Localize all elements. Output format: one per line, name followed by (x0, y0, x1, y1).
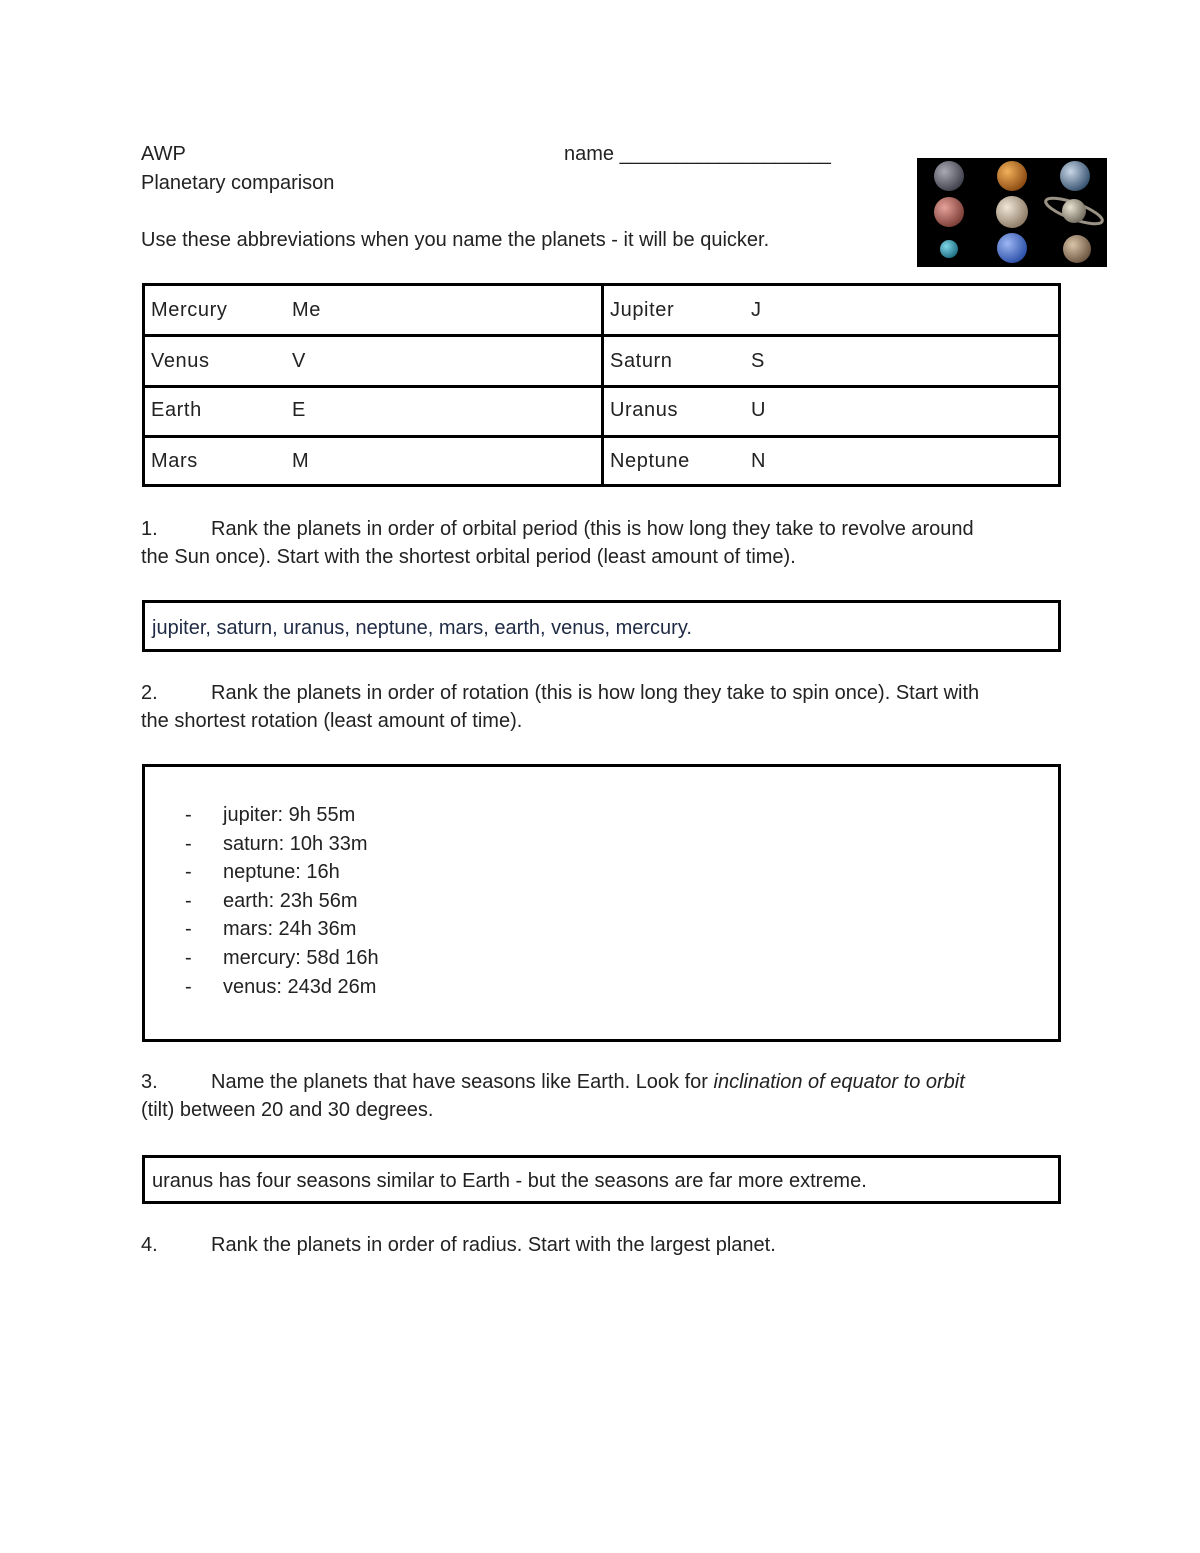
question-text: Rank the planets in order of orbital period (this is how long they take to revolve around (211, 518, 974, 540)
list-bullet: - (185, 804, 192, 826)
answer-box-3[interactable] (142, 1155, 1061, 1204)
question-number: 4. (141, 1234, 158, 1256)
planets-collage-graphic (917, 158, 1107, 267)
list-item-text: neptune: 16h (223, 861, 340, 884)
uranus-image (940, 240, 958, 258)
planet-name: Jupiter (610, 299, 675, 321)
question-text-italic: inclination of equator to orbit (713, 1071, 965, 1093)
planet-code: J (751, 299, 762, 321)
list-item-text: saturn: 10h 33m (223, 832, 368, 855)
question-text: Rank the planets in order of rotation (this is how long they take to spin once). Start with (211, 682, 980, 704)
planet-code: M (292, 450, 310, 472)
question-text-continued: (tilt) between 20 and 30 degrees. (141, 1099, 434, 1121)
list-item (185, 801, 379, 830)
venus-image (997, 161, 1027, 191)
planet-code: V (292, 350, 306, 372)
planet-name: Neptune (610, 450, 690, 472)
list-item (185, 973, 379, 1002)
list-item-text: earth: 23h 56m (223, 889, 358, 912)
planet-name: Uranus (610, 399, 679, 421)
instruction-text: Use these abbreviations when you name the planets - it will be quicker. (141, 229, 770, 251)
planet-code: U (751, 399, 767, 421)
list-item (185, 858, 379, 887)
list-item (185, 915, 379, 944)
list-bullet: - (185, 861, 192, 884)
table-cell-jupiter (604, 286, 1058, 334)
table-cell-uranus (604, 388, 1058, 435)
planet-name: Mercury (151, 299, 228, 321)
list-item-text: mars: 24h 36m (223, 918, 357, 941)
planet-name: Saturn (610, 350, 673, 372)
answer-box-1[interactable] (142, 600, 1061, 652)
answer-text: jupiter, saturn, uranus, neptune, mars, earth, venus, mercury. (152, 617, 692, 639)
planet-code: S (751, 350, 765, 372)
list-bullet: - (185, 946, 192, 969)
question-number: 2. (141, 682, 158, 704)
planet-name: Earth (151, 399, 202, 421)
name-field-label: name ___________________ (564, 143, 831, 165)
list-item-text: venus: 243d 26m (223, 975, 377, 998)
table-cell-mars (145, 438, 601, 484)
table-cell-saturn (604, 337, 1058, 385)
table-cell-mercury (145, 286, 601, 334)
mercury-image (934, 161, 964, 191)
course-label: AWP (141, 143, 186, 165)
table-cell-neptune (604, 438, 1058, 484)
planet-code: Me (292, 299, 321, 321)
question-number: 3. (141, 1071, 158, 1093)
question-number: 1. (141, 518, 158, 540)
question-4 (141, 1231, 1061, 1259)
pluto-image (1063, 235, 1091, 263)
abbreviation-table (142, 283, 1061, 487)
list-bullet: - (185, 832, 192, 855)
answer-text: uranus has four seasons similar to Earth - but the seasons are far more extreme. (152, 1170, 867, 1192)
planets-collage-image (917, 158, 1107, 267)
question-text-continued: the shortest rotation (least amount of time). (141, 710, 523, 732)
list-item (185, 944, 379, 973)
list-bullet: - (185, 889, 192, 912)
question-2 (141, 679, 1061, 735)
question-1 (141, 515, 1061, 571)
planet-name: Mars (151, 450, 198, 472)
question-text: Name the planets that have seasons like Earth. Look for (211, 1071, 714, 1093)
jupiter-image (996, 196, 1028, 228)
worksheet-title: Planetary comparison (141, 172, 335, 194)
earth-image (1060, 161, 1090, 191)
planet-code: N (751, 450, 767, 472)
list-bullet: - (185, 975, 192, 998)
rotation-list (185, 801, 379, 1001)
question-text: Rank the planets in order of radius. Start with the largest planet. (211, 1234, 776, 1256)
neptune-image (997, 233, 1027, 263)
list-item-text: jupiter: 9h 55m (223, 804, 356, 826)
answer-box-2[interactable] (142, 764, 1061, 1042)
planet-name: Venus (151, 350, 210, 372)
planet-code: E (292, 399, 306, 421)
list-item (185, 830, 379, 859)
list-bullet: - (185, 918, 192, 941)
list-item-text: mercury: 58d 16h (223, 946, 379, 969)
mars-image (934, 197, 964, 227)
question-text-continued: the Sun once). Start with the shortest orbital period (least amount of time). (141, 546, 796, 568)
list-item (185, 887, 379, 916)
question-3 (141, 1068, 1061, 1124)
table-cell-earth (145, 388, 601, 435)
table-cell-venus (145, 337, 601, 385)
